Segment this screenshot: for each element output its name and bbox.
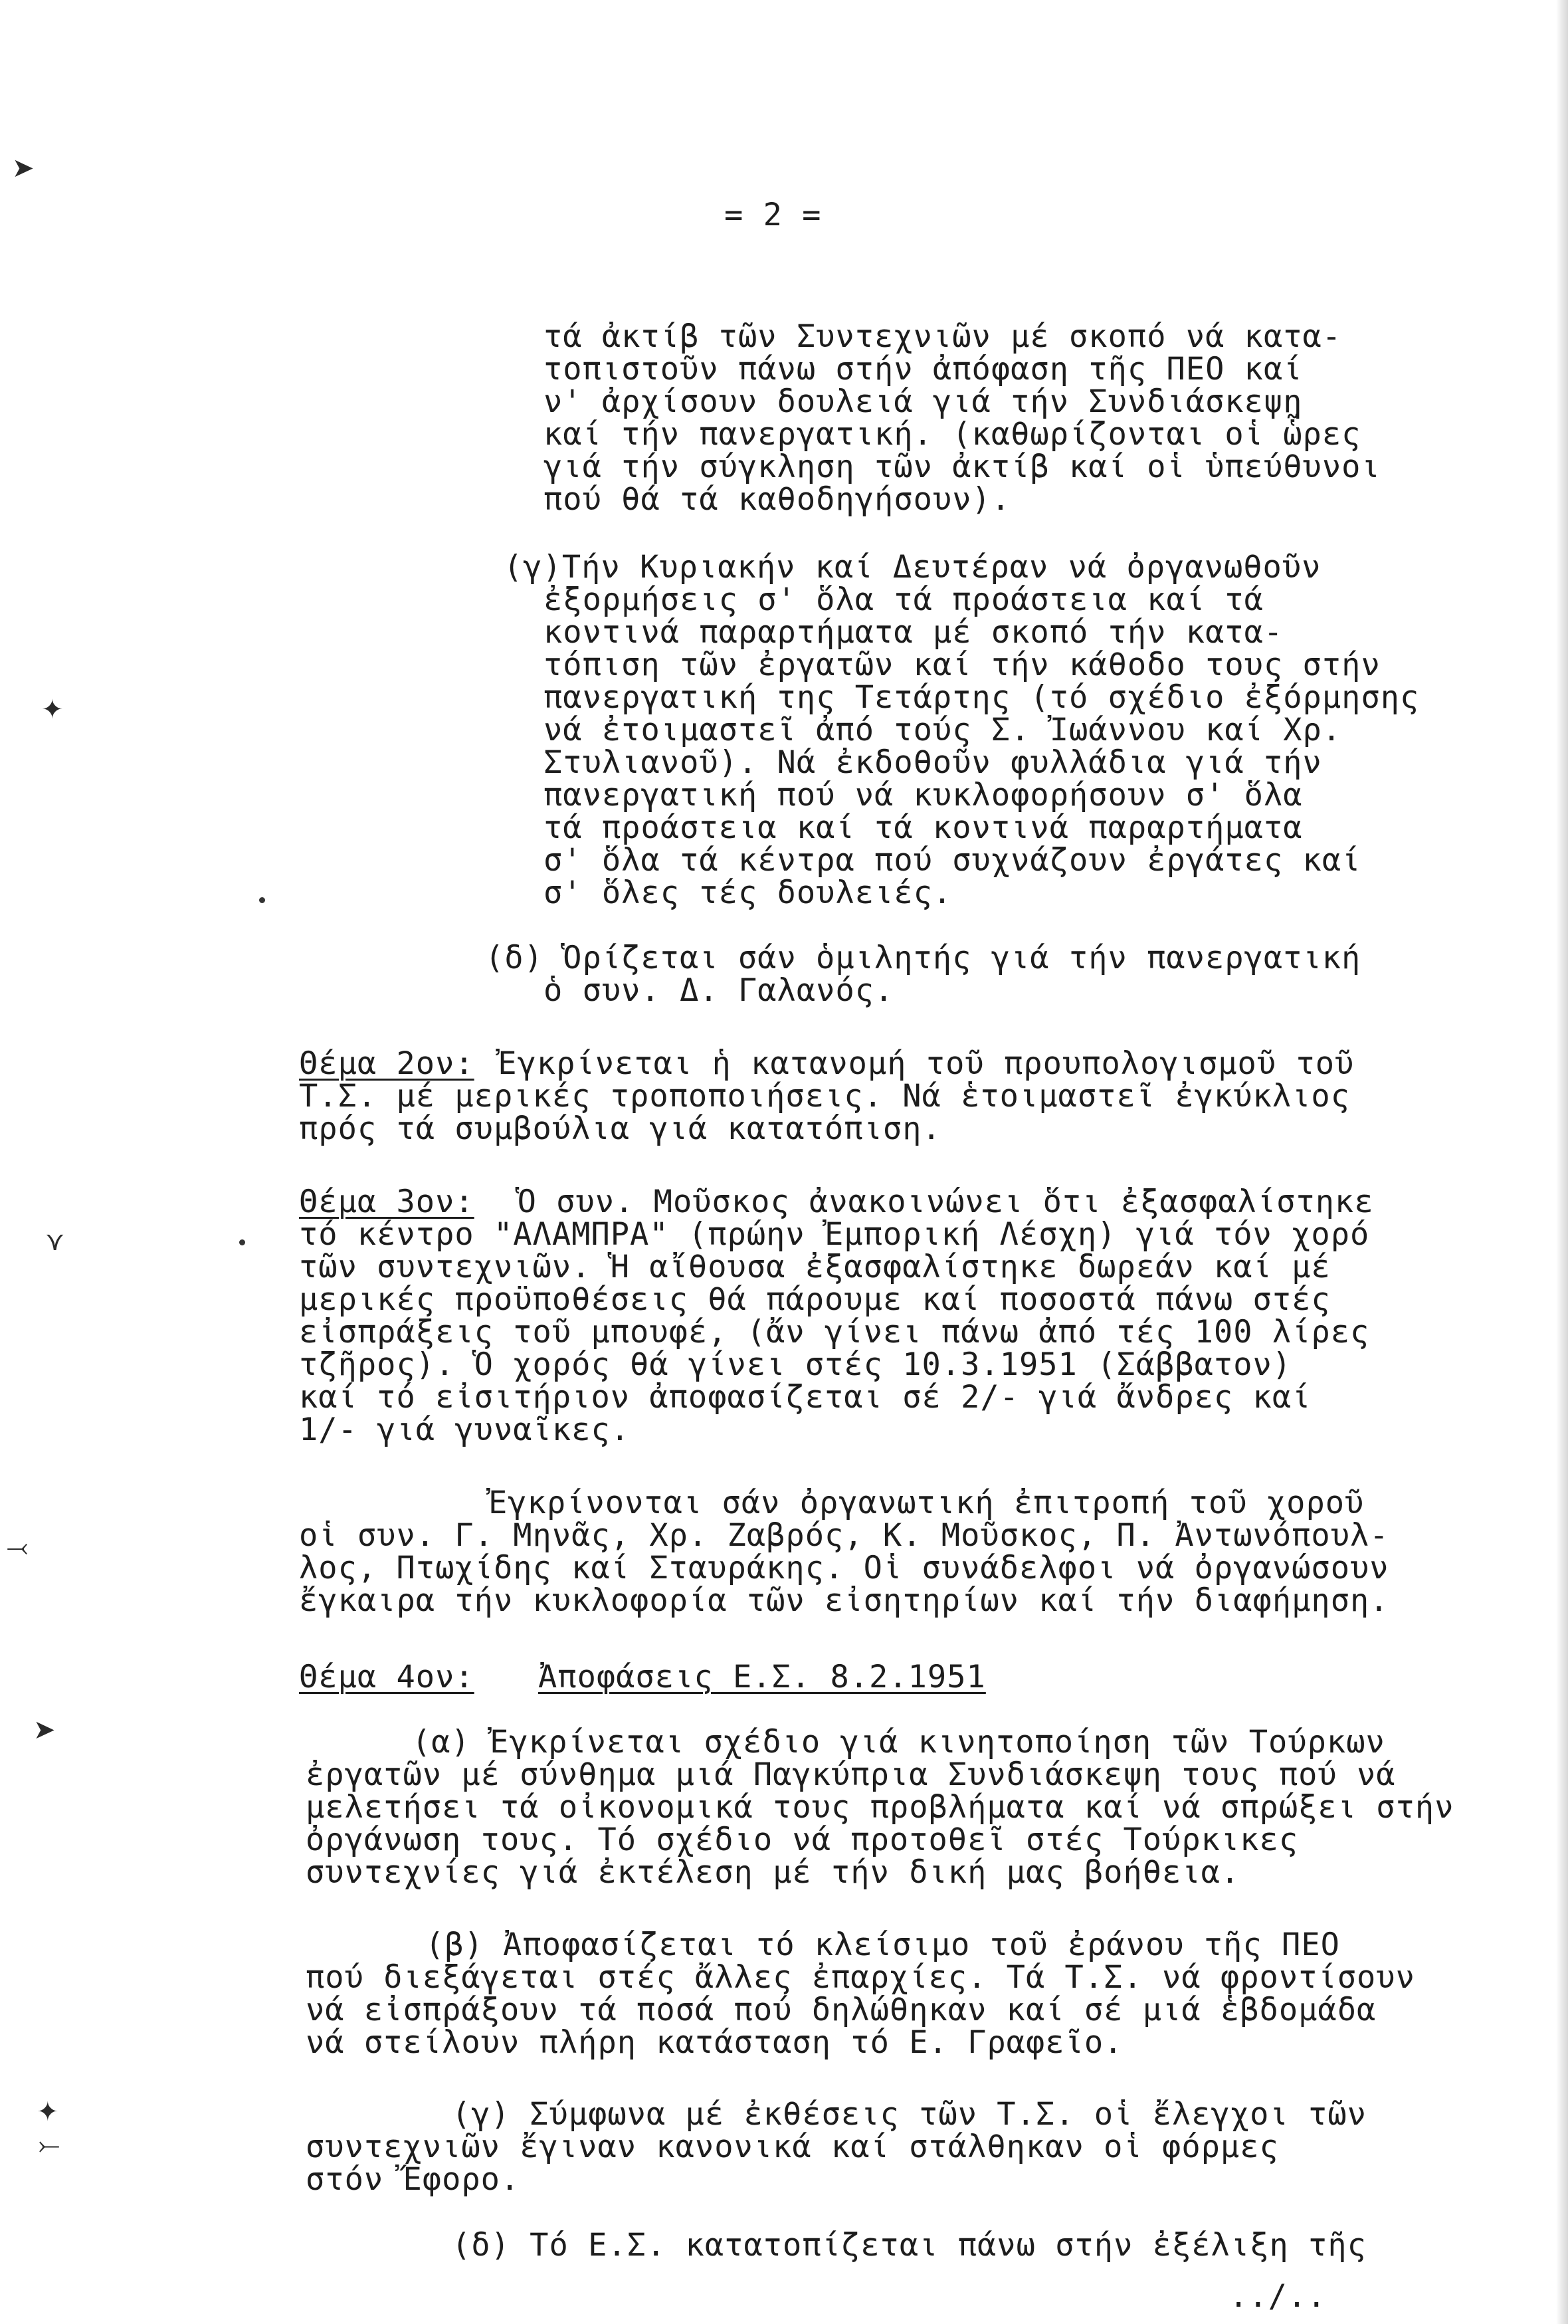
- text-line: ν' ἀρχίσουν δουλειά γιά τήν Συνδιάσκεψη: [543, 383, 1303, 420]
- text-line: νά στείλουν πλήρη κατάσταση τό Ε. Γραφεῖο.: [306, 2024, 1124, 2061]
- text-line: Τ.Σ. μέ μερικές τροποποιήσεις. Νά ἑτοιμαστεῖ ἐγκύκλιος: [299, 1078, 1351, 1114]
- text-line: ὀργάνωση τους. Τό σχέδιο νά προτοθεῖ στές Τούρκικες: [306, 1822, 1299, 1858]
- text-line: τόπιση τῶν ἐργατῶν καί τήν κάθοδο τους στήν: [543, 647, 1381, 683]
- text-line: πού θά τά καθοδηγήσουν).: [543, 481, 1011, 518]
- text-line: (γ) Σύμφωνα μέ ἐκθέσεις τῶν Τ.Σ. οἱ ἔλεγχοι τῶν: [452, 2096, 1367, 2133]
- text-line: σ' ὅλες τές δουλειές.: [543, 875, 953, 911]
- text-line: πανεργατική της Τετάρτης (τό σχέδιο ἐξόρμησης: [543, 679, 1420, 716]
- margin-mark: ✦: [41, 694, 64, 725]
- section-label: Θέμα 3ον:: [299, 1184, 474, 1220]
- text-line: Στυλιανοῦ). Νά ἐκδοθοῦν φυλλάδια γιά τήν: [543, 744, 1322, 781]
- text-line: τά ἀκτίβ τῶν Συντεχνιῶν μέ σκοπό νά κατα-: [543, 318, 1342, 355]
- text-line: πού διεξάγεται στές ἄλλες ἐπαρχίες. Τά Τ.Σ. νά φροντίσουν: [306, 1959, 1415, 1996]
- margin-mark: ➤: [33, 1715, 56, 1745]
- text-line: σ' ὅλα τά κέντρα πού συχνάζουν ἐργάτες καί: [543, 842, 1361, 879]
- text-line: πρός τά συμβούλια γιά κατατόπιση.: [299, 1110, 941, 1147]
- margin-dot: [239, 1239, 245, 1245]
- text-line: ἐργατῶν μέ σύνθημα μιά Παγκύπρια Συνδιάσκεψη τους πού νά: [306, 1756, 1396, 1793]
- margin-mark: ⋎: [45, 1226, 65, 1257]
- text-line: νά εἰσπράξουν τά ποσά πού δηλώθηκαν καί σέ μιά ἑβδομάδα: [306, 1992, 1377, 2028]
- text-line: νά ἐτοιμαστεῖ ἀπό τούς Σ. Ἰωάννου καί Χρ.: [543, 712, 1342, 748]
- text-line: συντεχνιῶν ἔγιναν κανονικά καί στάλθηκαν οἱ φόρμες: [306, 2129, 1279, 2165]
- text-line: Ὁ συν. Μοῦσκος ἀνακοινώνει ὅτι ἐξασφαλίστηκε: [478, 1184, 1374, 1220]
- margin-mark: ⤙: [7, 1532, 28, 1562]
- margin-dot: [259, 897, 265, 903]
- text-line: (α) Ἐγκρίνεται σχέδιο γιά κινητοποίηση τῶν Τούρκων: [412, 1724, 1385, 1760]
- text-line: γιά τήν σύγκληση τῶν ἀκτίβ καί οἱ ὑπεύθυνοι: [543, 449, 1381, 485]
- text-line: 1/- γιά γυναῖκες.: [299, 1412, 631, 1448]
- section-title: Ἀποφάσεις Ε.Σ. 8.2.1951: [538, 1659, 986, 1695]
- page-number: = 2 =: [724, 197, 822, 233]
- text-line: τό κέντρο "ΑΛΑΜΠΡΑ" (πρώην Ἐμπορική Λέσχη) γιά τόν χορό: [299, 1216, 1370, 1253]
- text-line: οἱ συν. Γ. Μηνᾶς, Χρ. Ζαβρός, Κ. Μοῦσκος, Π. Ἀντωνόπουλ-: [299, 1517, 1389, 1554]
- text-line: τῶν συντεχνιῶν. Ἡ αἴθουσα ἐξασφαλίστηκε δωρεάν καί μέ: [299, 1249, 1331, 1285]
- margin-mark: ✦: [37, 2097, 59, 2127]
- text-line: (γ)Τήν Κυριακήν καί Δευτέραν νά ὀργανωθοῦν: [504, 549, 1322, 585]
- text-line: τοπιστοῦν πάνω στήν ἀπόφαση τῆς ΠΕΟ καί: [543, 351, 1303, 387]
- text-line: εἰσπράξεις τοῦ μπουφέ, (ἄν γίνει πάνω ἀπό τές 100 λίρες: [299, 1314, 1370, 1350]
- text-line: μελετήσει τά οἰκονομικά τους προβλήματα καί νά σπρώξει στήν: [306, 1789, 1454, 1826]
- scan-edge-shadow: [1556, 0, 1568, 2324]
- text-line: (β) Ἀποφασίζεται τό κλείσιμο τοῦ ἐράνου τῆς ΠΕΟ: [425, 1927, 1340, 1963]
- text-line: συντεχνίες γιά ἐκτέλεση μέ τήν δική μας βοήθεια.: [306, 1854, 1240, 1891]
- text-line: κοντινά παραρτήματα μέ σκοπό τήν κατα-: [543, 614, 1284, 651]
- text-line: τζῆρος). Ὁ χορός θά γίνει στές 10.3.1951 (Σάββατον): [299, 1346, 1292, 1383]
- section-label: Θέμα 4ον:: [299, 1659, 474, 1695]
- text-line: (δ) Ὁρίζεται σάν ὁμιλητής γιά τήν πανεργατική: [485, 940, 1361, 976]
- text-line: καί τήν πανεργατική. (καθωρίζονται οἱ ὧρες: [543, 416, 1361, 453]
- text-line: ἐξορμήσεις σ' ὅλα τά προάστεια καί τά: [543, 581, 1264, 618]
- text-line: Ἐγκρίνεται ἡ κατανομή τοῦ προυπολογισμοῦ τοῦ: [478, 1045, 1355, 1082]
- text-line: πανεργατική πού νά κυκλοφορήσουν σ' ὅλα: [543, 777, 1303, 813]
- margin-mark: ⤚: [39, 2130, 60, 2161]
- text-line: ἔγκαιρα τήν κυκλοφορία τῶν εἰσητηρίων καί τήν διαφήμηση.: [299, 1582, 1389, 1619]
- text-line: στόν Ἔφορο.: [306, 2161, 520, 2198]
- text-line: Ἐγκρίνονται σάν ὀργανωτική ἐπιτροπή τοῦ χοροῦ: [488, 1485, 1365, 1521]
- text-line: ὁ συν. Δ. Γαλανός.: [543, 972, 894, 1009]
- margin-mark: ➤: [12, 153, 35, 183]
- text-line: τά προάστεια καί τά κοντινά παραρτήματα: [543, 809, 1303, 846]
- section-label: Θέμα 2ον:: [299, 1045, 474, 1082]
- text-line: καί τό εἰσιτήριον ἀποφασίζεται σέ 2/- γιά ἄνδρες καί: [299, 1379, 1312, 1416]
- continuation-mark: ../..: [1229, 2278, 1327, 2315]
- text-line: λος, Πτωχίδης καί Σταυράκης. Οἱ συνάδελφοι νά ὀργανώσουν: [299, 1550, 1389, 1586]
- text-line: (δ) Τό Ε.Σ. κατατοπίζεται πάνω στήν ἐξέλιξη τῆς: [452, 2227, 1367, 2264]
- text-line: μερικές προϋποθέσεις θά πάρουμε καί ποσοστά πάνω στές: [299, 1281, 1331, 1318]
